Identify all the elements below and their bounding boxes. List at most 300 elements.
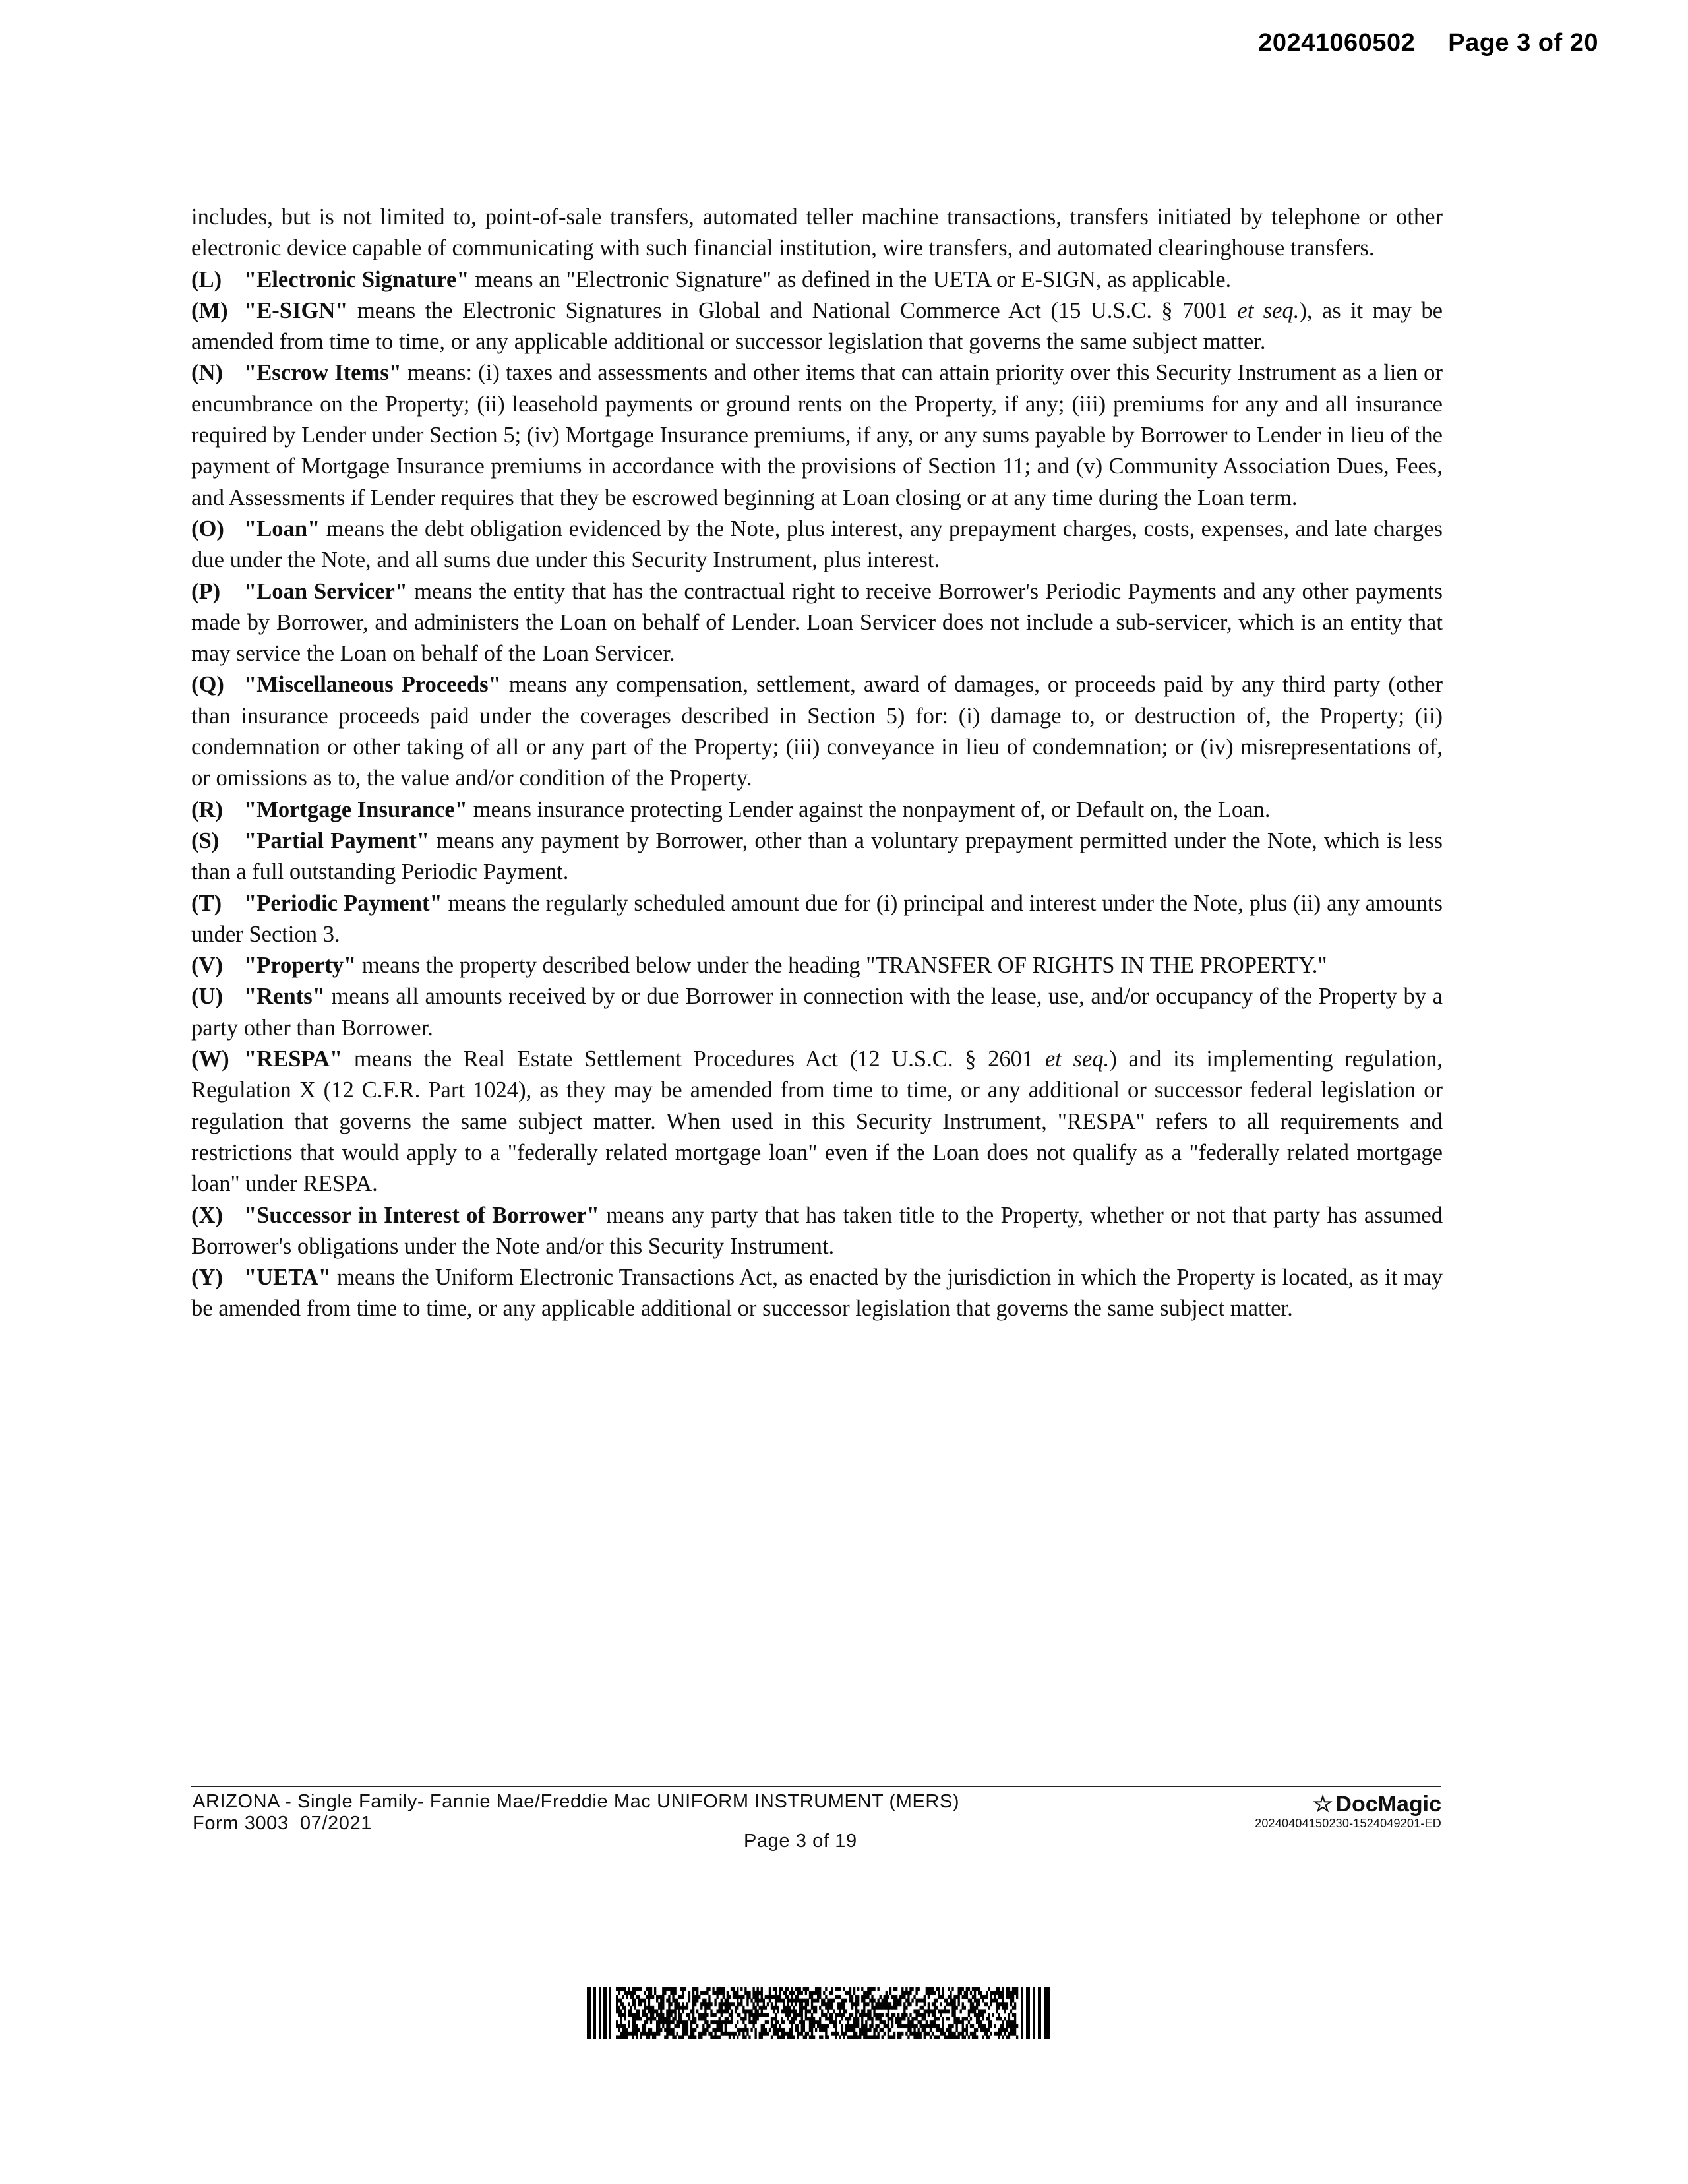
barcode-module <box>793 1999 795 2003</box>
barcode-module <box>618 2028 620 2032</box>
barcode-module <box>805 2006 807 2010</box>
barcode-module <box>1002 1991 1004 1995</box>
barcode-module <box>839 1995 841 1999</box>
barcode-module <box>742 2028 744 2032</box>
barcode-module <box>950 1995 951 1999</box>
barcode-module <box>754 2035 756 2039</box>
barcode-module <box>817 1991 819 1995</box>
barcode-module <box>928 2024 930 2028</box>
barcode-module <box>1012 1999 1014 2003</box>
barcode-module <box>888 2032 889 2036</box>
barcode-module <box>951 2006 953 2010</box>
barcode-module <box>632 2002 634 2006</box>
barcode-module <box>650 2017 652 2021</box>
barcode-module <box>638 1995 640 1999</box>
barcode-module <box>702 2002 704 2006</box>
barcode-module <box>742 2009 744 2013</box>
barcode-module <box>903 1995 905 1999</box>
barcode-module <box>666 2035 668 2039</box>
definition-text: means insurance protecting Lender against the nonpayment of, or Default on, the Loan. <box>467 797 1271 822</box>
barcode-module <box>686 2013 688 2017</box>
barcode-module <box>837 1987 839 1991</box>
barcode-module <box>976 1999 978 2003</box>
barcode-module <box>809 2024 811 2028</box>
barcode-module <box>944 1999 946 2003</box>
barcode-module <box>694 1995 696 1999</box>
barcode-module <box>972 1987 974 1991</box>
barcode-module <box>827 2002 829 2006</box>
barcode-module <box>878 2006 880 2010</box>
barcode-module <box>775 2013 777 2017</box>
barcode-module <box>968 1987 970 1991</box>
barcode-module <box>737 2006 738 2010</box>
barcode-module <box>775 1995 777 1999</box>
barcode-module <box>869 2028 871 2032</box>
barcode-module <box>781 1987 783 1991</box>
barcode-module <box>787 2032 789 2036</box>
barcode-module <box>1004 2006 1006 2010</box>
barcode-module <box>928 2009 930 2013</box>
barcode-module <box>708 2006 710 2010</box>
barcode-module <box>742 2020 744 2024</box>
barcode-module <box>882 2028 884 2032</box>
barcode-module <box>861 1987 863 1991</box>
barcode-module <box>789 2032 791 2036</box>
barcode-module <box>771 2024 773 2028</box>
barcode-module <box>682 2020 684 2024</box>
barcode-module <box>748 2017 750 2021</box>
barcode-module <box>672 2009 674 2013</box>
barcode-module <box>740 1987 742 1991</box>
barcode-module <box>694 2017 696 2021</box>
barcode-module <box>871 1995 873 1999</box>
barcode-module <box>622 1987 624 1991</box>
barcode-module <box>958 2035 960 2039</box>
barcode-module <box>833 1999 835 2003</box>
barcode-module <box>829 2017 831 2021</box>
barcode-module <box>710 2035 712 2039</box>
barcode-module <box>777 1995 779 1999</box>
barcode-module <box>920 1999 922 2003</box>
definition-letter: (V) <box>191 953 224 979</box>
barcode-module <box>654 2009 656 2013</box>
barcode-module <box>759 1991 761 1995</box>
barcode-module <box>680 2020 682 2024</box>
barcode-module <box>909 1991 911 1995</box>
barcode-module <box>882 2002 884 2006</box>
barcode-module <box>992 1999 994 2003</box>
barcode-module <box>618 2006 620 2010</box>
barcode-module <box>666 2028 668 2032</box>
barcode-module <box>789 2028 791 2032</box>
barcode-module <box>801 2028 803 2032</box>
barcode-icon <box>587 1987 1050 2039</box>
barcode-module <box>729 2035 731 2039</box>
barcode-module <box>839 2035 841 2039</box>
barcode-module <box>853 2017 855 2021</box>
barcode-module <box>777 2009 779 2013</box>
barcode-module <box>1000 2002 1002 2006</box>
barcode-module <box>696 1999 698 2003</box>
barcode-module <box>819 2035 821 2039</box>
barcode-module <box>907 2002 909 2006</box>
barcode-module <box>911 1999 913 2003</box>
barcode-module <box>942 2024 944 2028</box>
barcode-module <box>704 2013 706 2017</box>
definition-letter: (L) <box>191 266 222 292</box>
barcode-module <box>823 2028 825 2032</box>
barcode-module <box>666 2017 668 2021</box>
barcode-module <box>849 2017 851 2021</box>
barcode-module <box>861 2028 863 2032</box>
barcode-module <box>924 2032 926 2036</box>
barcode-module <box>867 2035 869 2039</box>
barcode-module <box>958 2032 960 2036</box>
barcode-module <box>775 2002 777 2006</box>
barcode-module <box>791 2024 793 2028</box>
barcode-module <box>719 2002 721 2006</box>
barcode-module <box>622 2032 624 2036</box>
barcode-module <box>841 2013 843 2017</box>
barcode-module <box>905 2032 907 2036</box>
barcode-module <box>884 1995 886 1999</box>
barcode-module <box>829 2020 831 2024</box>
barcode-module <box>849 1991 851 1995</box>
barcode-module <box>859 2032 861 2036</box>
barcode-module <box>839 2002 841 2006</box>
barcode-module <box>775 1999 777 2003</box>
barcode-module <box>966 2017 968 2021</box>
barcode-module <box>719 1987 721 1991</box>
definition-text: means any compensation, settlement, award of damages, or proceeds paid by any third party (other than insurance proceeds paid under the coverages described in Section 5) for: (i) damage to, or destruction of, the Property; (ii) condemnation or other taking of all or any part of the Property; (iii) conveyance in lieu of condemnation; or (iv) misrepresentations of, or omissions as to, the value and/or condition of the Property. <box>191 672 1443 791</box>
barcode-module <box>1008 2020 1010 2024</box>
barcode-module <box>913 2009 915 2013</box>
barcode-module <box>934 1991 936 1995</box>
barcode-module <box>926 1987 928 1991</box>
barcode-module <box>723 2020 725 2024</box>
barcode-module <box>670 1991 672 1995</box>
barcode-module <box>875 2028 877 2032</box>
barcode-module <box>809 2028 811 2032</box>
barcode-module <box>733 2035 735 2039</box>
barcode-module <box>733 2032 735 2036</box>
barcode-module <box>714 2028 716 2032</box>
barcode-module <box>692 1987 694 1991</box>
barcode-module <box>924 2028 926 2032</box>
barcode-module <box>909 2032 911 2036</box>
barcode-module <box>845 2009 847 2013</box>
definition-letter: (Q) <box>191 672 224 698</box>
barcode-module <box>674 2009 676 2013</box>
definition-term: "Successor in Interest of Borrower" <box>244 1202 599 1228</box>
barcode-module <box>951 1999 953 2003</box>
barcode-module <box>861 1995 863 1999</box>
barcode-module <box>636 1995 638 1999</box>
barcode-module <box>1004 2017 1006 2021</box>
barcode-module <box>964 1995 966 1999</box>
barcode-module <box>968 1999 970 2003</box>
barcode-module <box>903 2013 905 2017</box>
barcode-module <box>648 1991 650 1995</box>
barcode-module <box>638 1987 640 1991</box>
barcode-module <box>851 2035 853 2039</box>
barcode-module <box>982 1995 984 1999</box>
barcode-module <box>926 2032 928 2036</box>
barcode-module <box>777 1999 779 2003</box>
barcode-module <box>891 2006 893 2010</box>
barcode-module <box>797 1987 799 1991</box>
barcode-module <box>976 2017 978 2021</box>
barcode-module <box>867 1995 869 1999</box>
barcode-module <box>823 1991 825 1995</box>
barcode-module <box>714 2035 716 2039</box>
barcode-module <box>688 2013 690 2017</box>
barcode-module <box>968 2009 970 2013</box>
barcode-module <box>750 2009 752 2013</box>
barcode-module <box>986 2017 988 2021</box>
barcode-module <box>754 1991 756 1995</box>
barcode-module <box>901 2017 903 2021</box>
barcode-module <box>717 2009 719 2013</box>
barcode-module <box>1008 1991 1010 1995</box>
barcode-module <box>851 2024 853 2028</box>
barcode-module <box>964 2028 966 2032</box>
barcode-module <box>899 2035 901 2039</box>
barcode-module <box>748 1995 750 1999</box>
barcode-module <box>723 1991 725 1995</box>
barcode-module <box>640 1999 642 2003</box>
barcode-module <box>789 2006 791 2010</box>
barcode-module <box>754 1999 756 2003</box>
barcode-module <box>787 2017 789 2021</box>
barcode-module <box>962 2024 964 2028</box>
barcode-module <box>710 2020 712 2024</box>
barcode-module <box>721 1987 723 1991</box>
barcode-module <box>980 2013 982 2017</box>
barcode-module <box>654 1987 656 1991</box>
barcode-module <box>658 2032 660 2036</box>
barcode-module <box>704 2002 706 2006</box>
definition-text: means the Real Estate Settlement Procedures Act (12 U.S.C. § 2601 <box>342 1046 1045 1072</box>
barcode-module <box>622 2006 624 2010</box>
barcode-module <box>863 2006 865 2010</box>
barcode-module <box>930 2035 932 2039</box>
barcode-module <box>805 1987 807 1991</box>
barcode-module <box>833 2024 835 2028</box>
barcode-module <box>710 2009 712 2013</box>
barcode-module <box>783 2006 785 2010</box>
barcode-module <box>791 2002 793 2006</box>
definition-text: means the property described below under the heading "TRANSFER OF RIGHTS IN THE PROPERTY." <box>356 953 1327 979</box>
barcode-module <box>940 2032 942 2036</box>
barcode-module <box>901 1987 903 1991</box>
barcode-module <box>684 1987 686 1991</box>
barcode-module <box>970 2017 972 2021</box>
barcode-module <box>628 2020 630 2024</box>
barcode-module <box>913 2028 915 2032</box>
barcode-module <box>884 2024 886 2028</box>
barcode-module <box>677 1999 678 2003</box>
barcode-module <box>930 2024 932 2028</box>
barcode-module <box>863 2009 865 2013</box>
barcode-module <box>813 2017 815 2021</box>
barcode-module <box>823 2002 825 2006</box>
barcode-module <box>1000 2028 1002 2032</box>
barcode-module <box>744 2028 746 2032</box>
barcode-module <box>714 1999 716 2003</box>
definition-italic: et seq. <box>1044 1046 1110 1072</box>
barcode-module <box>938 1987 940 1991</box>
barcode-module <box>677 2032 678 2036</box>
barcode-module <box>670 2028 672 2032</box>
barcode-module <box>1006 2035 1008 2039</box>
barcode-module <box>839 2006 841 2010</box>
barcode-module <box>759 2032 761 2036</box>
barcode-module <box>781 2020 783 2024</box>
barcode-module <box>648 2017 650 2021</box>
barcode-module <box>849 1995 851 1999</box>
barcode-module <box>839 2009 841 2013</box>
barcode-module <box>976 2020 978 2024</box>
barcode-module <box>688 1999 690 2003</box>
barcode-module <box>907 2017 909 2021</box>
barcode-module <box>915 2024 917 2028</box>
barcode-module <box>624 2009 626 2013</box>
barcode-module <box>797 1995 799 1999</box>
barcode-module <box>648 1987 650 1991</box>
barcode-module <box>946 1999 948 2003</box>
barcode-module <box>960 2032 962 2036</box>
barcode-module <box>813 1991 815 1995</box>
barcode-module <box>658 2028 660 2032</box>
barcode-module <box>873 1999 875 2003</box>
barcode-module <box>801 2024 803 2028</box>
barcode-module <box>821 2035 823 2039</box>
definition-text-after: ) and its implementing regulation, Regulation X (12 C.F.R. Part 1024), as they may be amended from time to time, or any additional or successor federal legislation or regulation that governs the same subject matter. When used in this Security Instrument, "RESPA" refers to all requirements and restrictions that would apply to a "federally related mortgage loan" even if the Loan does not qualify as a "federally related mortgage loan" under RESPA. <box>191 1046 1443 1197</box>
barcode-module <box>678 2035 680 2039</box>
barcode-module <box>928 2013 930 2017</box>
barcode-module <box>811 2006 813 2010</box>
barcode-module <box>998 1995 1000 1999</box>
barcode-module <box>746 2009 748 2013</box>
barcode-module <box>861 1999 863 2003</box>
definition-term: "Rents" <box>244 984 325 1010</box>
barcode-module <box>982 1999 984 2003</box>
barcode-module <box>710 2013 712 2017</box>
barcode-module <box>696 1991 698 1995</box>
barcode-module <box>632 2028 634 2032</box>
barcode-module <box>738 2032 740 2036</box>
barcode-module <box>936 2028 938 2032</box>
barcode-module <box>930 1991 932 1995</box>
barcode-module <box>839 2013 841 2017</box>
barcode-module <box>911 2024 913 2028</box>
barcode-module <box>692 2006 694 2010</box>
barcode-module <box>895 2017 897 2021</box>
barcode-module <box>680 2017 682 2021</box>
barcode-module <box>1000 2032 1002 2036</box>
barcode-module <box>903 2017 905 2021</box>
barcode-module <box>878 1999 880 2003</box>
barcode-module <box>692 2028 694 2032</box>
barcode-module <box>966 1995 968 1999</box>
barcode-module <box>968 2020 970 2024</box>
barcode-module <box>928 2032 930 2036</box>
barcode-module <box>950 2035 951 2039</box>
barcode-module <box>630 2006 632 2010</box>
barcode-module <box>632 1991 634 1995</box>
barcode-module <box>662 1987 664 1991</box>
barcode-module <box>835 2024 837 2028</box>
barcode-module <box>915 1987 917 1991</box>
barcode-module <box>811 2032 813 2036</box>
barcode-module <box>698 2013 700 2017</box>
barcode-module <box>644 2006 646 2010</box>
barcode-module <box>837 2032 839 2036</box>
barcode-module <box>618 2009 620 2013</box>
barcode-module <box>1014 2013 1016 2017</box>
barcode-module <box>953 2032 955 2036</box>
barcode-module <box>891 1995 893 1999</box>
barcode-module <box>727 2002 729 2006</box>
barcode-module <box>974 2006 976 2010</box>
barcode-module <box>996 2009 998 2013</box>
barcode-module <box>809 2017 811 2021</box>
barcode-module <box>1006 2024 1008 2028</box>
barcode-module <box>803 2035 805 2039</box>
barcode-module <box>982 2028 984 2032</box>
barcode-module <box>841 2028 843 2032</box>
barcode-module <box>789 2009 791 2013</box>
barcode-module <box>668 2032 670 2036</box>
barcode-module <box>634 2013 636 2017</box>
barcode-module <box>1012 2006 1014 2010</box>
barcode-module <box>955 1995 957 1999</box>
definition-item <box>191 295 1443 358</box>
barcode-module <box>793 1991 795 1995</box>
barcode-module <box>723 2009 725 2013</box>
barcode-module <box>913 2024 915 2028</box>
barcode-module <box>958 2002 960 2006</box>
barcode-module <box>801 2032 803 2036</box>
barcode-module <box>988 2017 990 2021</box>
barcode-module <box>662 1995 664 1999</box>
barcode-module <box>980 2020 982 2024</box>
barcode-module <box>819 2006 821 2010</box>
barcode-module <box>955 2006 957 2010</box>
barcode-module <box>773 2028 775 2032</box>
barcode-module <box>674 2035 676 2039</box>
barcode-module <box>650 1987 652 1991</box>
barcode-module <box>632 1987 634 1991</box>
barcode-module <box>652 1995 654 1999</box>
barcode-module <box>735 2032 737 2036</box>
barcode-module <box>737 2028 738 2032</box>
barcode-module <box>948 1987 950 1991</box>
barcode-module <box>714 2032 716 2036</box>
barcode-module <box>797 2028 799 2032</box>
barcode-module <box>1016 2024 1018 2028</box>
barcode-module <box>849 2024 851 2028</box>
barcode-module <box>757 2017 759 2021</box>
barcode-module <box>719 2006 721 2010</box>
barcode-module <box>702 2017 704 2021</box>
barcode-module <box>934 2013 936 2017</box>
definition-term: "Miscellaneous Proceeds" <box>244 672 501 698</box>
definition-term: "Loan Servicer" <box>244 578 408 604</box>
barcode-module <box>686 2032 688 2036</box>
barcode-module <box>974 1991 976 1995</box>
